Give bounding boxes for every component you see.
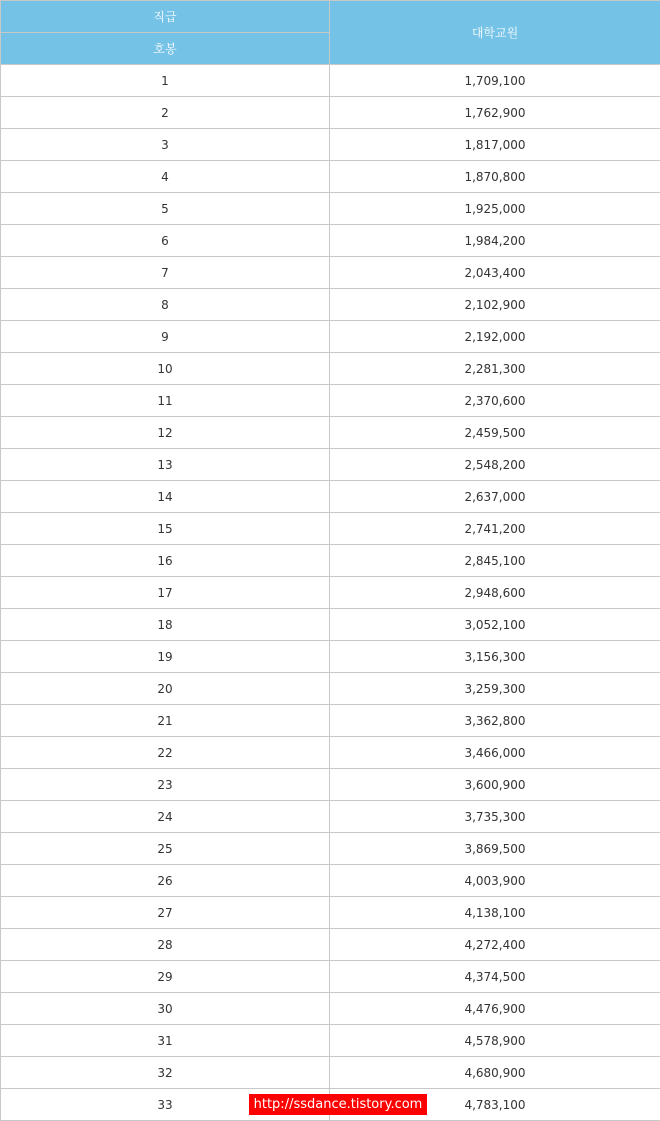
table-row: [1, 289, 660, 321]
step-cell: 14: [1, 481, 330, 513]
salary-cell: 3,362,800: [330, 705, 660, 737]
table-row: [1, 577, 660, 609]
step-cell: 22: [1, 737, 330, 769]
step-cell: 4: [1, 161, 330, 193]
header-row-top: [1, 1, 660, 33]
salary-cell: 1,817,000: [330, 129, 660, 161]
salary-cell: 3,052,100: [330, 609, 660, 641]
table-row: [1, 865, 660, 897]
salary-cell: 1,925,000: [330, 193, 660, 225]
table-row: [1, 833, 660, 865]
table-row: [1, 961, 660, 993]
salary-cell: 4,272,400: [330, 929, 660, 961]
step-cell: 11: [1, 385, 330, 417]
watermark-url: http://ssdance.tistory.com: [249, 1094, 427, 1115]
salary-cell: 2,845,100: [330, 545, 660, 577]
step-cell: 12: [1, 417, 330, 449]
step-cell: 7: [1, 257, 330, 289]
step-cell: 24: [1, 801, 330, 833]
salary-cell: 2,948,600: [330, 577, 660, 609]
step-cell: 27: [1, 897, 330, 929]
table-row: [1, 513, 660, 545]
salary-cell: 2,192,000: [330, 321, 660, 353]
salary-cell: 2,637,000: [330, 481, 660, 513]
salary-cell: 1,870,800: [330, 161, 660, 193]
step-cell: 8: [1, 289, 330, 321]
salary-cell: 4,476,900: [330, 993, 660, 1025]
salary-cell: 2,043,400: [330, 257, 660, 289]
table-row: [1, 929, 660, 961]
salary-cell: 2,281,300: [330, 353, 660, 385]
table-row: [1, 417, 660, 449]
salary-cell: 1,762,900: [330, 97, 660, 129]
table-row: [1, 769, 660, 801]
salary-cell: 3,156,300: [330, 641, 660, 673]
salary-cell: 3,600,900: [330, 769, 660, 801]
salary-cell: 1,709,100: [330, 65, 660, 97]
step-cell: 23: [1, 769, 330, 801]
salary-cell: 1,984,200: [330, 225, 660, 257]
table-row: [1, 609, 660, 641]
table-row: [1, 321, 660, 353]
step-cell: 31: [1, 1025, 330, 1057]
table-row: [1, 897, 660, 929]
step-cell: 2: [1, 97, 330, 129]
university-faculty-header: 대학교원: [330, 1, 660, 65]
step-cell: 25: [1, 833, 330, 865]
salary-cell: 3,466,000: [330, 737, 660, 769]
table-row: [1, 545, 660, 577]
step-cell: 17: [1, 577, 330, 609]
salary-cell: 4,003,900: [330, 865, 660, 897]
salary-cell: 4,680,900: [330, 1057, 660, 1089]
table-row: [1, 1057, 660, 1089]
grade-header: 직급: [1, 1, 330, 33]
table-row: [1, 353, 660, 385]
table-row: [1, 449, 660, 481]
step-cell: 26: [1, 865, 330, 897]
step-cell: 5: [1, 193, 330, 225]
table-row: [1, 993, 660, 1025]
step-cell: 19: [1, 641, 330, 673]
step-cell: 33: [1, 1089, 330, 1121]
salary-cell: 2,370,600: [330, 385, 660, 417]
salary-cell: 3,735,300: [330, 801, 660, 833]
step-cell: 21: [1, 705, 330, 737]
salary-cell: 3,259,300: [330, 673, 660, 705]
step-cell: 16: [1, 545, 330, 577]
salary-cell: 2,102,900: [330, 289, 660, 321]
salary-cell: 2,459,500: [330, 417, 660, 449]
table-row: [1, 801, 660, 833]
table-row: [1, 161, 660, 193]
step-cell: 18: [1, 609, 330, 641]
table-row: [1, 705, 660, 737]
table-row: [1, 257, 660, 289]
table-row: [1, 737, 660, 769]
step-cell: 15: [1, 513, 330, 545]
step-cell: 29: [1, 961, 330, 993]
table-row: [1, 673, 660, 705]
step-cell: 6: [1, 225, 330, 257]
table-row: [1, 225, 660, 257]
table-row: [1, 1025, 660, 1057]
salary-cell: 3,869,500: [330, 833, 660, 865]
step-header: 호봉: [1, 33, 330, 65]
step-cell: 28: [1, 929, 330, 961]
salary-cell: 2,548,200: [330, 449, 660, 481]
table-row: [1, 65, 660, 97]
salary-cell: 4,138,100: [330, 897, 660, 929]
step-cell: 32: [1, 1057, 330, 1089]
table-row: [1, 193, 660, 225]
step-cell: 20: [1, 673, 330, 705]
step-cell: 3: [1, 129, 330, 161]
salary-cell: 4,578,900: [330, 1025, 660, 1057]
table-row: [1, 641, 660, 673]
step-cell: 10: [1, 353, 330, 385]
step-cell: 30: [1, 993, 330, 1025]
table-row: [1, 129, 660, 161]
table-row: [1, 481, 660, 513]
table-header: [1, 1, 660, 65]
salary-cell: 4,783,100: [330, 1089, 660, 1121]
table-body: [1, 65, 660, 1121]
salary-cell: 2,741,200: [330, 513, 660, 545]
salary-cell: 4,374,500: [330, 961, 660, 993]
table-row: [1, 97, 660, 129]
table-row: [1, 385, 660, 417]
step-cell: 9: [1, 321, 330, 353]
step-cell: 13: [1, 449, 330, 481]
step-cell: 1: [1, 65, 330, 97]
